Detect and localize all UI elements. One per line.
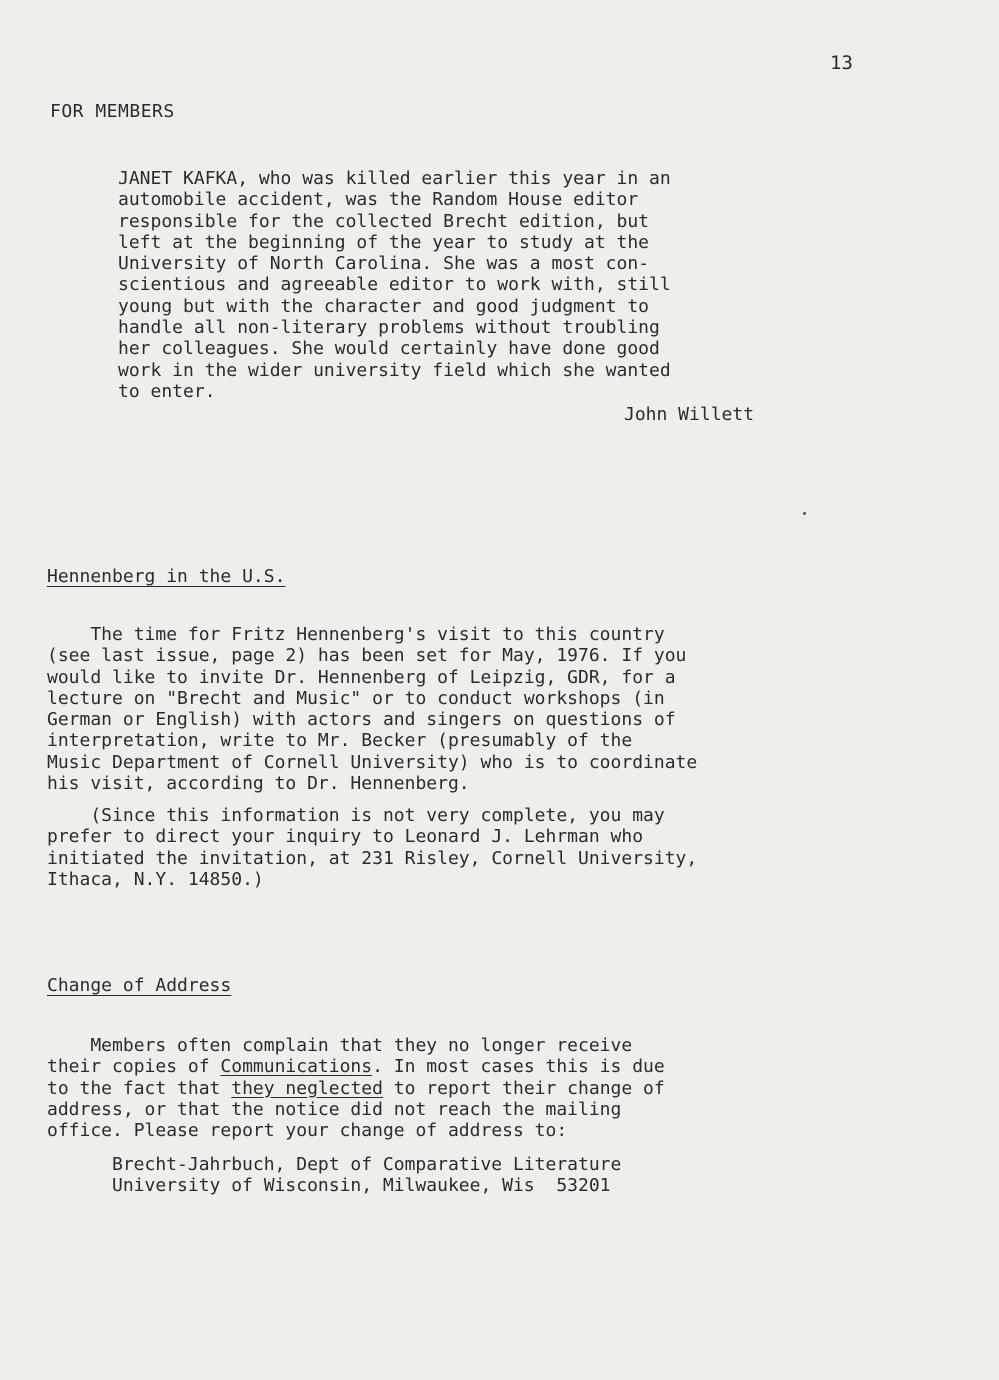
signature: John Willett bbox=[624, 404, 755, 425]
hennenberg-line: his visit, according to Dr. Hennenberg. bbox=[47, 773, 470, 795]
hennenberg-paragraph-1 bbox=[47, 624, 697, 794]
obituary-line: left at the beginning of the year to study at the bbox=[118, 231, 650, 253]
obituary-paragraph bbox=[118, 168, 671, 402]
obituary-line: handle all non-literary problems without troubling bbox=[118, 317, 660, 339]
obituary-line: to enter. bbox=[118, 380, 216, 402]
hennenberg-heading: Hennenberg in the U.S. bbox=[47, 566, 286, 587]
hennenberg-line: (Since this information is not very complete, you may bbox=[47, 805, 665, 826]
mailing-address bbox=[112, 1154, 621, 1197]
hennenberg-line: Ithaca, N.Y. 14850.) bbox=[47, 868, 264, 890]
obituary-line: University of North Carolina. She was a most con- bbox=[118, 253, 650, 275]
hennenberg-line: Music Department of Cornell University) who is to coordinate bbox=[47, 751, 698, 773]
obituary-line: JANET KAFKA, who was killed earlier this year in an bbox=[118, 168, 671, 189]
change-of-address-paragraph: Members often complain that they no longer receive their copies of Communications. In most cases this is due to the fact that they neglected to report their change of address, or that the notice did not reach the mailing office. Please report your change of address to: bbox=[47, 1035, 665, 1142]
obituary-line: her colleagues. She would certainly have done good bbox=[118, 338, 660, 360]
hennenberg-line: (see last issue, page 2) has been set for May, 1976. If you bbox=[47, 645, 687, 667]
hennenberg-line: German or English) with actors and singers on questions of bbox=[47, 709, 676, 731]
hennenberg-paragraph-2 bbox=[47, 805, 697, 890]
obituary-line: automobile accident, was the Random House editor bbox=[118, 189, 639, 211]
obituary-line: young but with the character and good judgment to bbox=[118, 295, 650, 317]
change-of-address-heading: Change of Address bbox=[47, 975, 232, 996]
hennenberg-line: interpretation, write to Mr. Becker (presumably of the bbox=[47, 730, 633, 752]
address-line: Brecht-Jahrbuch, Dept of Comparative Literature bbox=[112, 1154, 622, 1175]
address-line: University of Wisconsin, Milwaukee, Wis 53201 bbox=[112, 1175, 611, 1197]
section-label: FOR MEMBERS bbox=[50, 101, 175, 122]
hennenberg-line: prefer to direct your inquiry to Leonard J. Lehrman who bbox=[47, 826, 644, 848]
obituary-line: scientious and agreeable editor to work with, still bbox=[118, 274, 671, 296]
obituary-line: responsible for the collected Brecht edition, but bbox=[118, 210, 650, 232]
obituary-line: work in the wider university field which she wanted bbox=[118, 359, 671, 381]
hennenberg-line: initiated the invitation, at 231 Risley, Cornell University, bbox=[47, 847, 698, 869]
page-number: 13 bbox=[830, 52, 853, 74]
hennenberg-line: The time for Fritz Hennenberg's visit to this country bbox=[47, 624, 665, 645]
stray-mark bbox=[803, 512, 806, 515]
hennenberg-line: lecture on "Brecht and Music" or to conduct workshops (in bbox=[47, 687, 665, 709]
hennenberg-line: would like to invite Dr. Hennenberg of Leipzig, GDR, for a bbox=[47, 666, 676, 688]
